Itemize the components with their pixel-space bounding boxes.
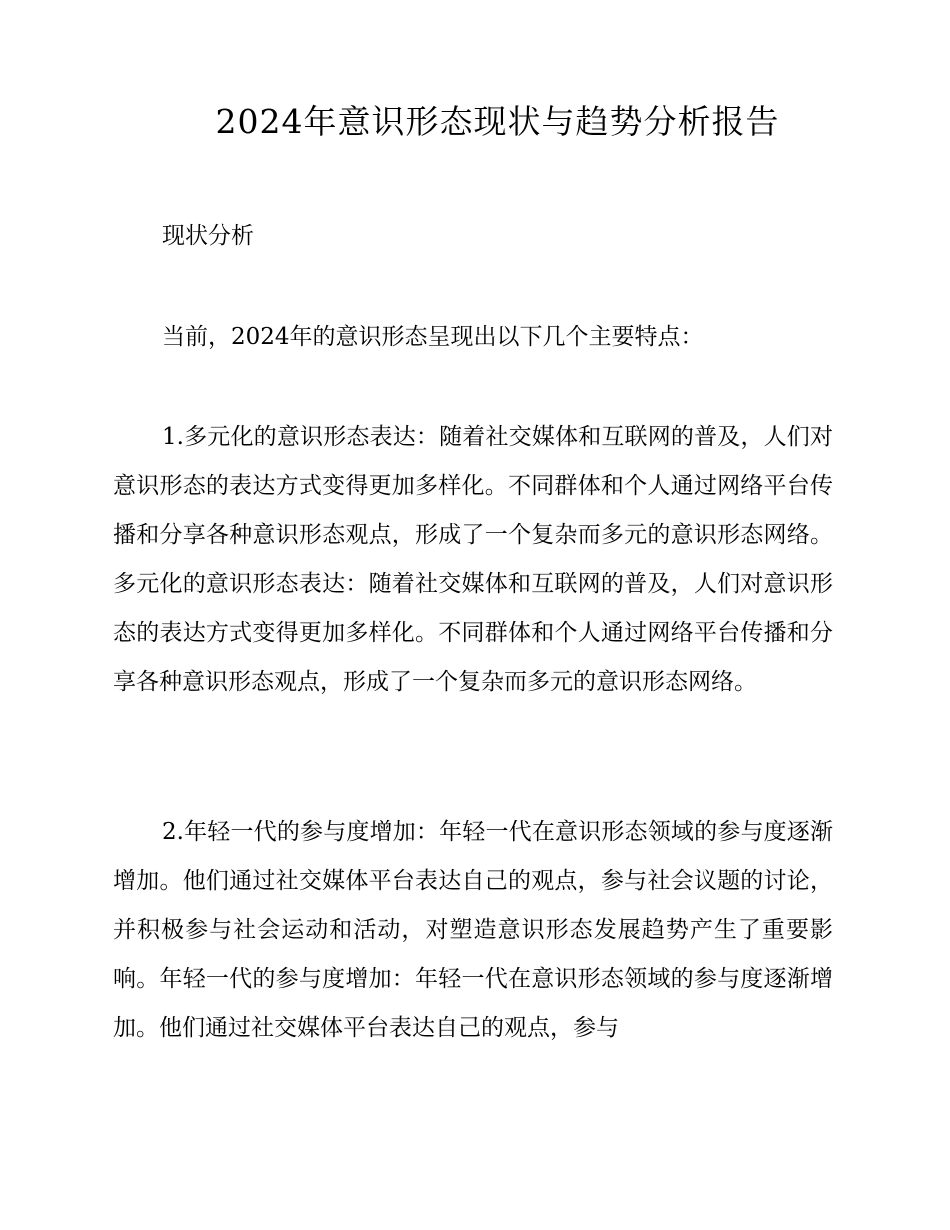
body-paragraph-2: 2.年轻一代的参与度增加：年轻一代在意识形态领域的参与度逐渐增加。他们通过社交媒体平台表达自己的观点，参与社会议题的讨论，并积极参与社会运动和活动，对塑造意识形态发展趋势产生了重要影响。年轻一代的参与度增加：年轻一代在意识形态领域的参与度逐渐增加。他们通过社交媒体平台表达自己的观点，参与: [113, 819, 833, 1041]
document-title: 2024年意识形态现状与趋势分析报告: [215, 102, 780, 141]
body-paragraph-1: 1.多元化的意识形态表达：随着社交媒体和互联网的普及，人们对意识形态的表达方式变得更加多样化。不同群体和个人通过网络平台传播和分享各种意识形态观点，形成了一个复杂而多元的意识形态网络。多元化的意识形态表达：随着社交媒体和互联网的普及，人们对意识形态的表达方式变得更加多样化。不同群体和个人通过网络平台传播和分享各种意识形态观点，形成了一个复杂而多元的意识形态网络。: [113, 424, 833, 695]
intro-paragraph: 当前，2024年的意识形态呈现出以下几个主要特点：: [162, 324, 704, 350]
section-heading: 现状分析: [162, 223, 254, 249]
